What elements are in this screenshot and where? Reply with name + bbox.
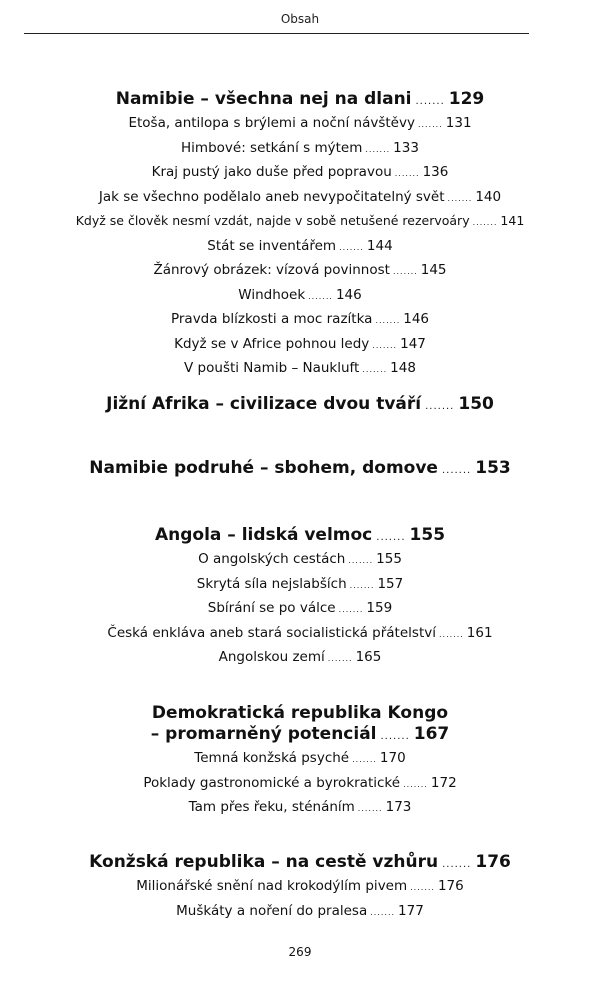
toc-entry: Česká enkláva aneb stará socialistická přátelství ....... 161 xyxy=(107,624,493,641)
toc-section-angola xyxy=(0,525,600,671)
section-heading: Namibie – všechna nej na dlani ....... 129 xyxy=(115,89,485,109)
toc-entry: Temná konžská psyché ....... 170 xyxy=(194,750,406,766)
toc-entry: Tam přes řeku, sténáním ....... 173 xyxy=(188,799,412,815)
toc-entry: Muškáty a noření do pralesa ....... 177 xyxy=(176,902,424,919)
section-heading: Angola – lidská velmoc ....... 155 xyxy=(154,525,446,545)
toc-section-namibie xyxy=(0,89,600,382)
toc-entry: Milionářské snění nad krokodýlím pivem ....... 176 xyxy=(136,878,464,894)
toc-section-konzska-republika xyxy=(0,852,600,924)
toc-entry: Žánrový obrázek: vízová povinnost ....... 145 xyxy=(153,262,447,278)
toc-entry: Když se v Africe pohnou ledy ....... 147 xyxy=(174,335,426,352)
section-heading: Demokratická republika Kongo xyxy=(151,703,449,723)
toc-entry: Když se člověk nesmí vzdát, najde v sobě netušené rezervoáry ....... 141 xyxy=(75,213,525,228)
toc-entry: V poušti Namib – Naukluft ....... 148 xyxy=(184,360,416,376)
section-heading: Namibie podruhé – sbohem, domove ....... 153 xyxy=(89,458,511,478)
section-heading-continued: – promarněný potenciál ....... 167 xyxy=(150,724,450,744)
toc-entry: Etoša, antilopa s brýlemi a noční návštěvy ....... 131 xyxy=(128,115,472,131)
header-rule xyxy=(24,33,529,34)
toc-entry: Windhoek ....... 146 xyxy=(238,286,362,303)
toc-entry: Stát se inventářem ....... 144 xyxy=(207,237,393,254)
toc-section-kongo xyxy=(0,703,600,821)
section-heading: Konžská republika – na cestě vzhůru ....... 176 xyxy=(89,852,511,872)
toc-entry: O angolských cestách ....... 155 xyxy=(198,551,402,567)
toc-section-jizni-afrika xyxy=(0,394,600,417)
toc-section-namibie-podruhe xyxy=(0,458,600,481)
toc-entry: Jak se všechno podělalo aneb nevypočitatelný svět ....... 140 xyxy=(98,188,502,205)
toc-entry: Pravda blízkosti a moc razítka ....... 146 xyxy=(170,311,430,327)
toc-entry: Himbové: setkání s mýtem ....... 133 xyxy=(181,139,419,156)
section-heading: Jižní Afrika – civilizace dvou tváří ....... 150 xyxy=(106,394,494,414)
running-header: Obsah xyxy=(280,12,320,26)
toc-entry: Angolskou zemí ....... 165 xyxy=(218,649,382,665)
toc-entry: Kraj pustý jako duše před popravou ....... 136 xyxy=(151,164,449,180)
toc-entry: Skrytá síla nejslabších ....... 157 xyxy=(196,575,404,592)
toc-entry: Sbírání se po válce ....... 159 xyxy=(207,600,393,616)
page-number: 269 xyxy=(288,945,312,959)
toc-entry: Poklady gastronomické a byrokratické ....... 172 xyxy=(143,774,457,791)
